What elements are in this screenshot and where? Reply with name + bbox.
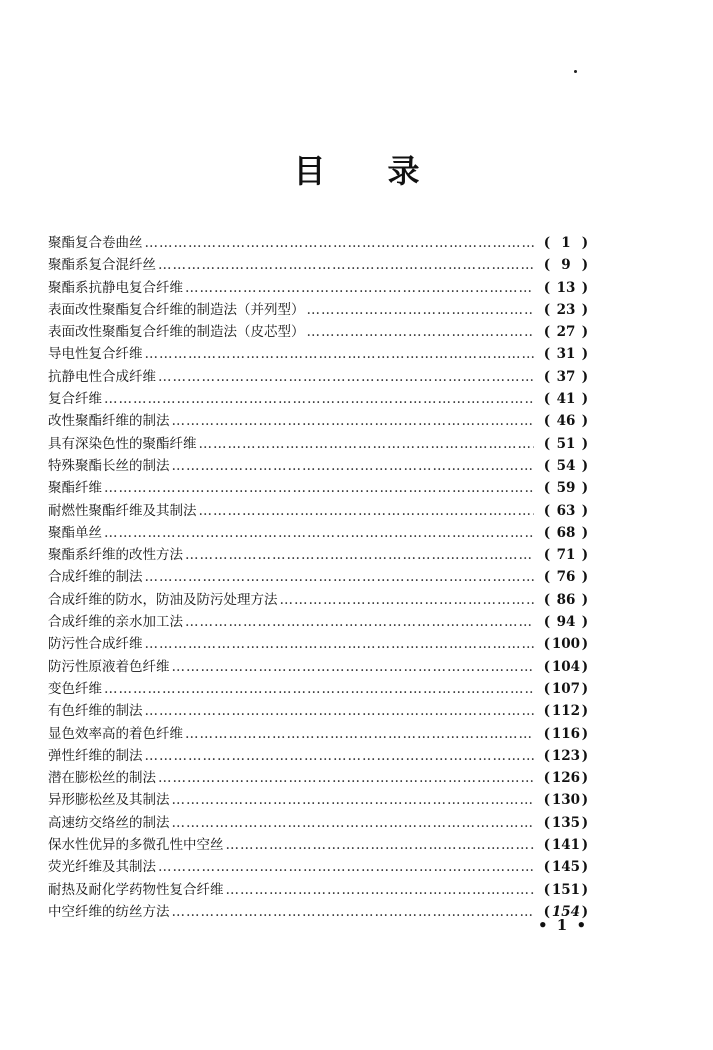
toc-entry-page xyxy=(538,232,590,254)
toc-page-number: 59 xyxy=(556,480,576,497)
toc-entry-page xyxy=(538,477,590,499)
toc-page-number: 107 xyxy=(551,680,580,697)
toc-dot-leader xyxy=(145,232,535,254)
toc-dot-leader xyxy=(145,343,535,365)
toc-page-number: 37 xyxy=(556,368,576,385)
toc-entry-page xyxy=(538,254,590,276)
toc-entry-page xyxy=(538,321,590,343)
toc-page-number: 86 xyxy=(556,591,576,608)
open-paren: ( xyxy=(543,524,551,541)
open-paren: ( xyxy=(543,614,551,631)
toc-entry-title: 合成纤维的制法 xyxy=(48,569,143,586)
toc-entry[interactable] xyxy=(48,723,590,745)
toc-entry-title: 耐燃性聚酯纤维及其制法 xyxy=(48,502,197,519)
close-paren: ) xyxy=(581,235,589,251)
open-paren: ( xyxy=(543,413,551,430)
toc-entry[interactable] xyxy=(48,455,590,477)
toc-dot-leader xyxy=(185,544,534,566)
toc-page-number: 63 xyxy=(556,502,576,519)
close-paren: ) xyxy=(581,569,589,586)
close-paren: ) xyxy=(581,524,589,541)
toc-entry-title: 合成纤维的防水，防油及防污处理方法 xyxy=(48,591,278,608)
toc-page-number: 112 xyxy=(551,703,580,720)
toc-dot-leader xyxy=(226,834,535,856)
close-paren: ) xyxy=(581,480,589,497)
toc-entry[interactable] xyxy=(48,745,590,767)
close-paren: ) xyxy=(581,391,589,408)
open-paren: ( xyxy=(543,859,550,876)
toc-entry-title: 聚酯复合卷曲丝 xyxy=(48,235,143,251)
toc-entry[interactable] xyxy=(48,767,590,789)
toc-entry-title: 潜在膨松丝的制法 xyxy=(48,770,156,787)
toc-entry-page xyxy=(538,633,590,655)
toc-entry[interactable] xyxy=(48,879,590,901)
toc-entry-title: 复合纤维 xyxy=(48,391,102,408)
toc-entry-page xyxy=(538,366,590,388)
toc-page-number: 51 xyxy=(556,435,576,452)
close-paren: ) xyxy=(581,814,589,831)
toc-dot-leader xyxy=(172,812,535,834)
toc-entry-page xyxy=(538,789,590,811)
toc-entry-title: 变色纤维 xyxy=(48,680,102,697)
toc-dot-leader xyxy=(307,299,535,321)
toc-dot-leader xyxy=(145,633,535,655)
toc-entry-title: 高速纺交络丝的制法 xyxy=(48,814,170,831)
toc-entry[interactable] xyxy=(48,277,590,299)
toc-entry-title: 改性聚酯纤维的制法 xyxy=(48,413,170,430)
toc-entry-title: 耐热及耐化学药物性复合纤维 xyxy=(48,881,224,898)
close-paren: ) xyxy=(581,301,589,318)
toc-entry[interactable] xyxy=(48,901,590,923)
toc-entry-title: 中空纤维的纺丝方法 xyxy=(48,903,170,920)
toc-dot-leader xyxy=(158,366,534,388)
toc-dot-leader xyxy=(104,522,534,544)
open-paren: ( xyxy=(543,346,551,363)
toc-page-number: 145 xyxy=(551,859,580,876)
toc-entry-page xyxy=(538,433,590,455)
toc-entry[interactable] xyxy=(48,299,590,321)
open-paren: ( xyxy=(543,903,550,920)
toc-entry-title: 合成纤维的亲水加工法 xyxy=(48,614,183,631)
toc-entry-page xyxy=(538,299,590,321)
title-char-2: 录 xyxy=(387,152,420,190)
toc-dot-leader xyxy=(145,700,535,722)
toc-page-number: 76 xyxy=(556,569,576,586)
toc-page-number: 13 xyxy=(556,279,576,296)
toc-entry[interactable] xyxy=(48,566,590,588)
close-paren: ) xyxy=(581,346,589,363)
open-paren: ( xyxy=(543,837,550,854)
toc-dot-leader xyxy=(158,856,534,878)
close-paren: ) xyxy=(581,591,589,608)
page-number: • 1 • xyxy=(538,916,589,934)
open-paren: ( xyxy=(543,814,550,831)
toc-page-number: 141 xyxy=(551,837,580,854)
open-paren: ( xyxy=(543,770,550,787)
open-paren: ( xyxy=(543,435,551,452)
toc-entry-title: 荧光纤维及其制法 xyxy=(48,859,156,876)
toc-page-number: 123 xyxy=(551,747,580,764)
toc-entry[interactable] xyxy=(48,789,590,811)
toc-dot-leader xyxy=(172,789,535,811)
open-paren: ( xyxy=(543,569,551,586)
toc-entry[interactable] xyxy=(48,611,590,633)
speck-mark xyxy=(574,70,577,73)
toc-page-number: 104 xyxy=(551,658,580,675)
close-paren: ) xyxy=(581,368,589,385)
close-paren: ) xyxy=(581,680,589,697)
toc-dot-leader xyxy=(199,433,535,455)
toc-entry-page xyxy=(538,277,590,299)
close-paren: ) xyxy=(581,257,589,274)
toc-dot-leader xyxy=(307,321,535,343)
toc-entry[interactable] xyxy=(48,544,590,566)
toc-entry-title: 抗静电性合成纤维 xyxy=(48,368,156,385)
toc-dot-leader xyxy=(104,388,534,410)
toc-entry[interactable] xyxy=(48,656,590,678)
open-paren: ( xyxy=(543,257,551,274)
toc-dot-leader xyxy=(280,589,535,611)
toc-entry-page xyxy=(538,522,590,544)
close-paren: ) xyxy=(581,903,589,920)
toc-entry-page xyxy=(538,611,590,633)
toc-entry-title: 弹性纤维的制法 xyxy=(48,747,143,764)
close-paren: ) xyxy=(581,614,589,631)
toc-entry-title: 表面改性聚酯复合纤维的制造法（皮芯型） xyxy=(48,324,305,341)
toc-entry-page xyxy=(538,723,590,745)
open-paren: ( xyxy=(543,725,550,742)
toc-page-number: 126 xyxy=(551,770,580,787)
toc-entry[interactable] xyxy=(48,856,590,878)
toc-entry-title: 防污性原液着色纤维 xyxy=(48,658,170,675)
toc-entry-page xyxy=(538,343,590,365)
toc-entry-page xyxy=(538,544,590,566)
open-paren: ( xyxy=(543,457,551,474)
open-paren: ( xyxy=(543,368,551,385)
toc-entry-page xyxy=(538,410,590,432)
toc-entry-title: 特殊聚酯长丝的制法 xyxy=(48,457,170,474)
toc-entry-page xyxy=(538,388,590,410)
toc-entry-page xyxy=(538,812,590,834)
close-paren: ) xyxy=(581,435,589,452)
toc-entry-page xyxy=(538,656,590,678)
toc-entry-title: 表面改性聚酯复合纤维的制造法（并列型） xyxy=(48,301,305,318)
toc-page-number: 71 xyxy=(556,547,576,564)
toc-dot-leader xyxy=(158,767,534,789)
page-title xyxy=(0,146,713,192)
toc-dot-leader xyxy=(104,678,534,700)
toc-entry[interactable] xyxy=(48,366,590,388)
toc-entry[interactable] xyxy=(48,633,590,655)
toc-dot-leader xyxy=(172,410,535,432)
toc-entry-page xyxy=(538,455,590,477)
toc-entry[interactable] xyxy=(48,388,590,410)
toc-entry-page xyxy=(538,745,590,767)
close-paren: ) xyxy=(581,502,589,519)
toc-page-number: 31 xyxy=(556,346,576,363)
toc-page-number: 41 xyxy=(556,391,576,408)
close-paren: ) xyxy=(581,837,589,854)
toc-dot-leader xyxy=(145,566,535,588)
close-paren: ) xyxy=(581,658,589,675)
toc-entry-page xyxy=(538,589,590,611)
toc-page-number: 1 xyxy=(561,235,571,251)
toc-entry[interactable] xyxy=(48,678,590,700)
toc-page-number: 130 xyxy=(551,792,580,809)
toc-dot-leader xyxy=(185,723,534,745)
toc-entry-title: 聚酯纤维 xyxy=(48,480,102,497)
toc-page-number: 9 xyxy=(561,257,571,274)
toc-dot-leader xyxy=(226,879,535,901)
table-of-contents xyxy=(48,232,590,923)
toc-entry[interactable] xyxy=(48,812,590,834)
close-paren: ) xyxy=(581,881,589,898)
close-paren: ) xyxy=(581,279,589,296)
open-paren: ( xyxy=(543,301,551,318)
close-paren: ) xyxy=(581,547,589,564)
close-paren: ) xyxy=(581,703,589,720)
toc-entry[interactable] xyxy=(48,254,590,276)
toc-entry-title: 聚酯单丝 xyxy=(48,524,102,541)
open-paren: ( xyxy=(543,658,550,675)
open-paren: ( xyxy=(543,636,550,653)
toc-entry[interactable] xyxy=(48,433,590,455)
close-paren: ) xyxy=(581,457,589,474)
toc-entry[interactable] xyxy=(48,477,590,499)
toc-entry[interactable] xyxy=(48,232,590,254)
toc-entry-page xyxy=(538,856,590,878)
open-paren: ( xyxy=(543,324,551,341)
open-paren: ( xyxy=(543,480,551,497)
open-paren: ( xyxy=(543,591,551,608)
toc-dot-leader xyxy=(172,455,535,477)
open-paren: ( xyxy=(543,747,550,764)
toc-dot-leader xyxy=(199,500,535,522)
toc-dot-leader xyxy=(145,745,535,767)
close-paren: ) xyxy=(581,859,589,876)
toc-page-number: 54 xyxy=(556,457,576,474)
close-paren: ) xyxy=(581,324,589,341)
toc-entry-title: 防污性合成纤维 xyxy=(48,636,143,653)
toc-entry-page xyxy=(538,678,590,700)
toc-entry-title: 聚酯系纤维的改性方法 xyxy=(48,547,183,564)
toc-entry-page xyxy=(538,879,590,901)
toc-entry[interactable] xyxy=(48,321,590,343)
toc-entry-title: 有色纤维的制法 xyxy=(48,703,143,720)
open-paren: ( xyxy=(543,881,550,898)
toc-dot-leader xyxy=(104,477,534,499)
toc-entry-page xyxy=(538,834,590,856)
toc-dot-leader xyxy=(172,901,535,923)
toc-entry-title: 聚酯系抗静电复合纤维 xyxy=(48,279,183,296)
toc-entry[interactable] xyxy=(48,343,590,365)
toc-page-number: 27 xyxy=(556,324,576,341)
open-paren: ( xyxy=(543,279,551,296)
close-paren: ) xyxy=(581,770,589,787)
toc-page-number: 46 xyxy=(556,413,576,430)
toc-page-number: 135 xyxy=(551,814,580,831)
toc-entry[interactable] xyxy=(48,834,590,856)
toc-page-number: 23 xyxy=(556,301,576,318)
toc-entry[interactable] xyxy=(48,410,590,432)
toc-entry-title: 保水性优异的多微孔性中空丝 xyxy=(48,837,224,854)
title-char-1: 目 xyxy=(293,152,326,190)
close-paren: ) xyxy=(581,792,589,809)
close-paren: ) xyxy=(581,636,589,653)
close-paren: ) xyxy=(581,747,589,764)
toc-entry-page xyxy=(538,500,590,522)
toc-page-number: 100 xyxy=(551,636,580,653)
toc-entry[interactable] xyxy=(48,589,590,611)
toc-dot-leader xyxy=(185,611,534,633)
close-paren: ) xyxy=(581,413,589,430)
open-paren: ( xyxy=(543,235,551,251)
toc-entry-page xyxy=(538,767,590,789)
toc-page-number: 94 xyxy=(556,614,576,631)
toc-entry[interactable] xyxy=(48,700,590,722)
open-paren: ( xyxy=(543,792,550,809)
toc-entry[interactable] xyxy=(48,500,590,522)
open-paren: ( xyxy=(543,502,551,519)
toc-entry-title: 显色效率高的着色纤维 xyxy=(48,725,183,742)
toc-dot-leader xyxy=(158,254,534,276)
toc-page-number: 68 xyxy=(556,524,576,541)
toc-entry-title: 具有深染色性的聚酯纤维 xyxy=(48,435,197,452)
toc-entry[interactable] xyxy=(48,522,590,544)
open-paren: ( xyxy=(543,703,550,720)
toc-dot-leader xyxy=(185,277,534,299)
open-paren: ( xyxy=(543,680,550,697)
toc-entry-title: 异形膨松丝及其制法 xyxy=(48,792,170,809)
toc-page-number: 154 xyxy=(551,903,580,920)
toc-entry-page xyxy=(538,566,590,588)
toc-entry-title: 聚酯系复合混纤丝 xyxy=(48,257,156,274)
open-paren: ( xyxy=(543,391,551,408)
open-paren: ( xyxy=(543,547,551,564)
toc-entry-title: 导电性复合纤维 xyxy=(48,346,143,363)
close-paren: ) xyxy=(581,725,589,742)
toc-page-number: 116 xyxy=(551,725,580,742)
toc-dot-leader xyxy=(172,656,535,678)
toc-page-number: 151 xyxy=(551,881,580,898)
toc-entry-page xyxy=(538,700,590,722)
